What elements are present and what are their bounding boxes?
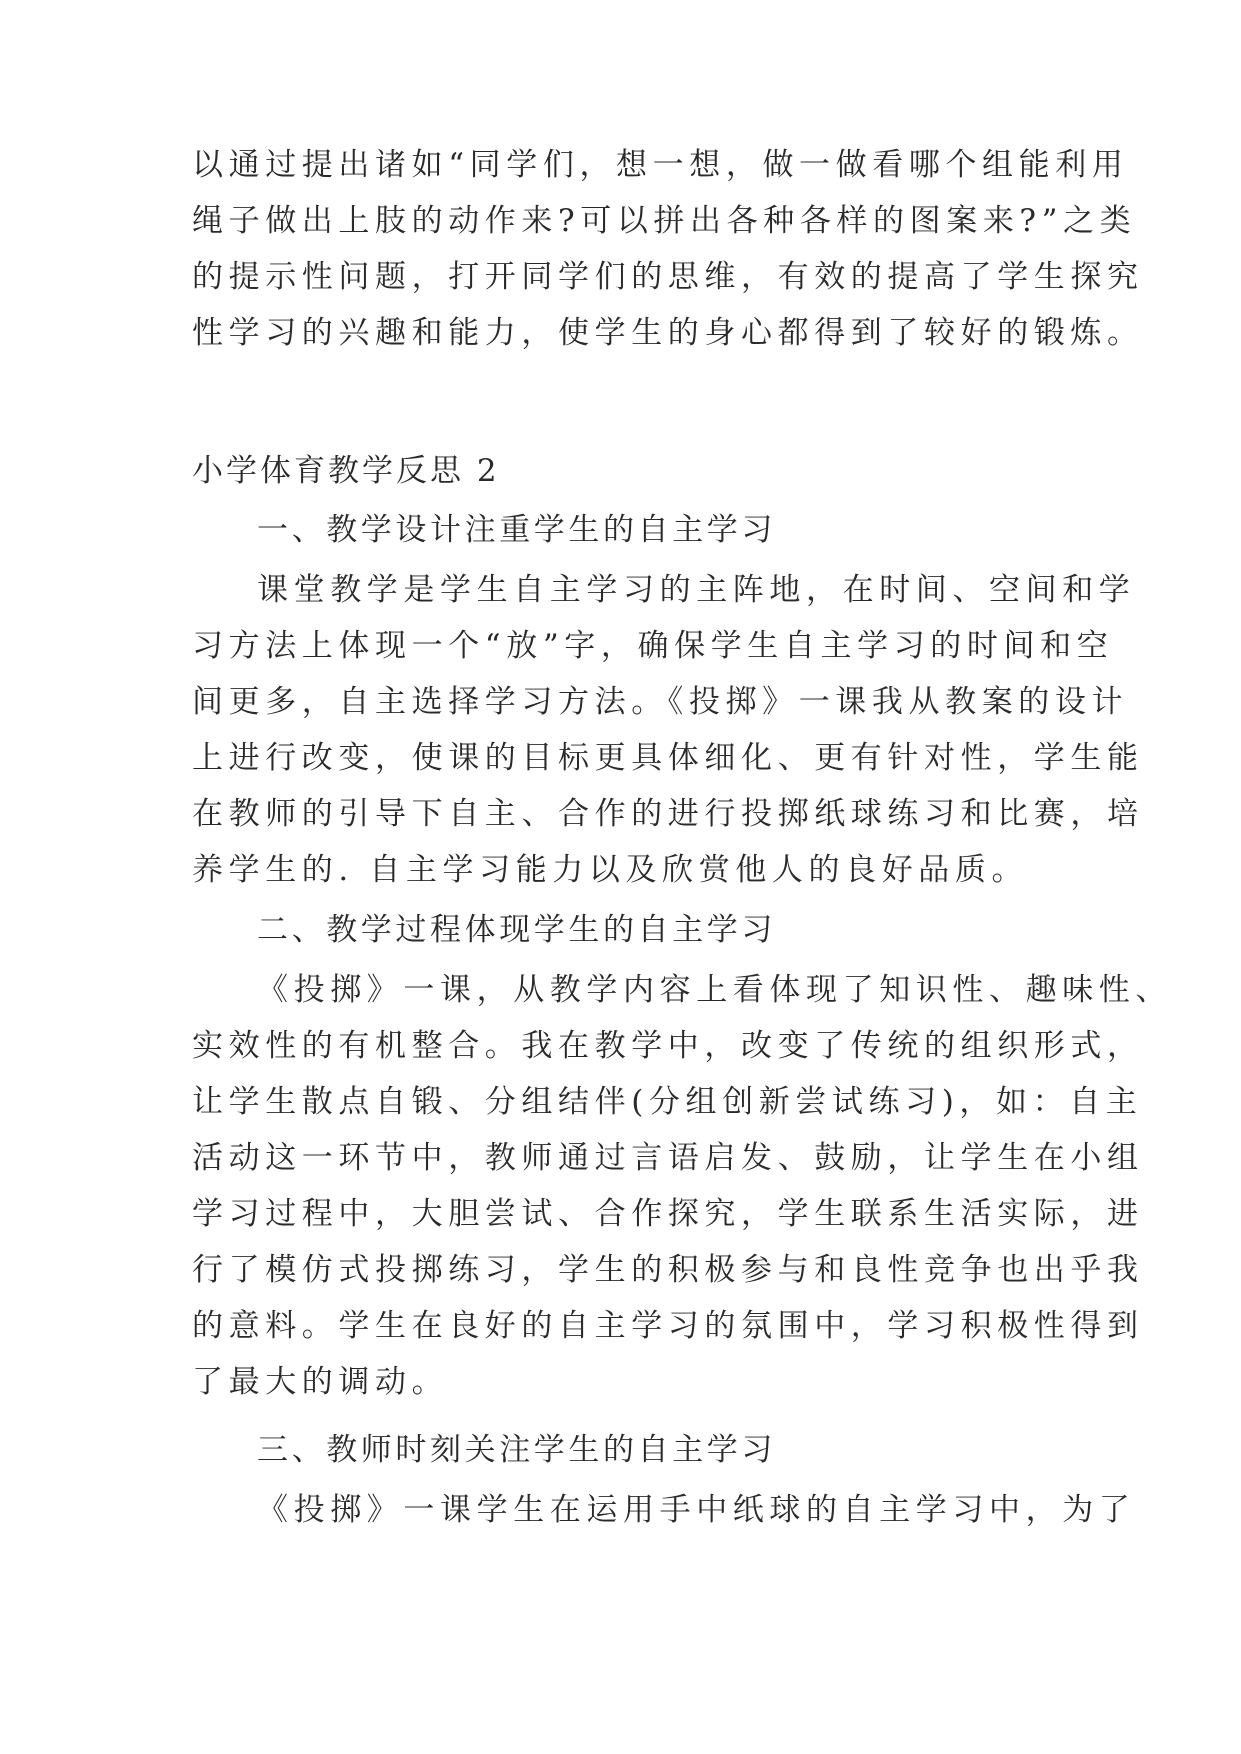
paragraph-line: 实效性的有机整合。我在教学中，改变了传统的组织形式， xyxy=(192,1028,1144,1064)
paragraph-line: 课堂教学是学生自主学习的主阵地，在时间、空间和学 xyxy=(257,572,1136,608)
paragraph-line: 让学生散点自锻、分组结伴(分组创新尝试练习)，如：自主 xyxy=(192,1084,1143,1120)
paragraph-line: 的意料。学生在良好的自主学习的氛围中，学习积极性得到 xyxy=(192,1308,1144,1344)
paragraph-line: 学习过程中，大胆尝试、合作探究，学生联系生活实际，进 xyxy=(192,1196,1144,1232)
paragraph-line: 的提示性问题，打开同学们的思维，有效的提高了学生探究 xyxy=(192,259,1144,295)
paragraph-line: 间更多，自主选择学习方法。《投掷》一课我从教案的设计 xyxy=(192,684,1129,720)
paragraph-line: 养学生的. 自主学习能力以及欣赏他人的良好品质。 xyxy=(192,852,1029,888)
paragraph-line: 《投掷》一课学生在运用手中纸球的自主学习中，为了 xyxy=(257,1492,1136,1528)
document-title: 小学体育教学反思 2 xyxy=(192,453,500,489)
paragraph-line: 行了模仿式投掷练习，学生的积极参与和良性竞争也出乎我 xyxy=(192,1252,1144,1288)
paragraph-line: 在教师的引导下自主、合作的进行投掷纸球练习和比赛，培 xyxy=(192,796,1144,832)
section-heading: 一、教学设计注重学生的自主学习 xyxy=(257,512,776,548)
section-heading: 二、教学过程体现学生的自主学习 xyxy=(257,912,776,948)
paragraph-line: 上进行改变，使课的目标更具体细化、更有针对性，学生能 xyxy=(192,740,1144,776)
paragraph-line: 习方法上体现一个“放”字，确保学生自主学习的时间和空 xyxy=(192,628,1114,664)
paragraph-line: 性学习的兴趣和能力，使学生的身心都得到了较好的锻炼。 xyxy=(192,315,1144,351)
paragraph-line: 活动这一环节中，教师通过言语启发、鼓励，让学生在小组 xyxy=(192,1140,1144,1176)
paragraph-line: 《投掷》一课，从教学内容上看体现了知识性、趣味性、 xyxy=(257,972,1172,1008)
paragraph-line: 绳子做出上肢的动作来?可以拼出各种各样的图案来?”之类 xyxy=(192,203,1137,239)
section-heading: 三、教师时刻关注学生的自主学习 xyxy=(257,1432,776,1468)
paragraph-line: 了最大的调动。 xyxy=(192,1364,449,1400)
paragraph-line: 以通过提出诸如“同学们，想一想，做一做看哪个组能利用 xyxy=(192,147,1129,183)
